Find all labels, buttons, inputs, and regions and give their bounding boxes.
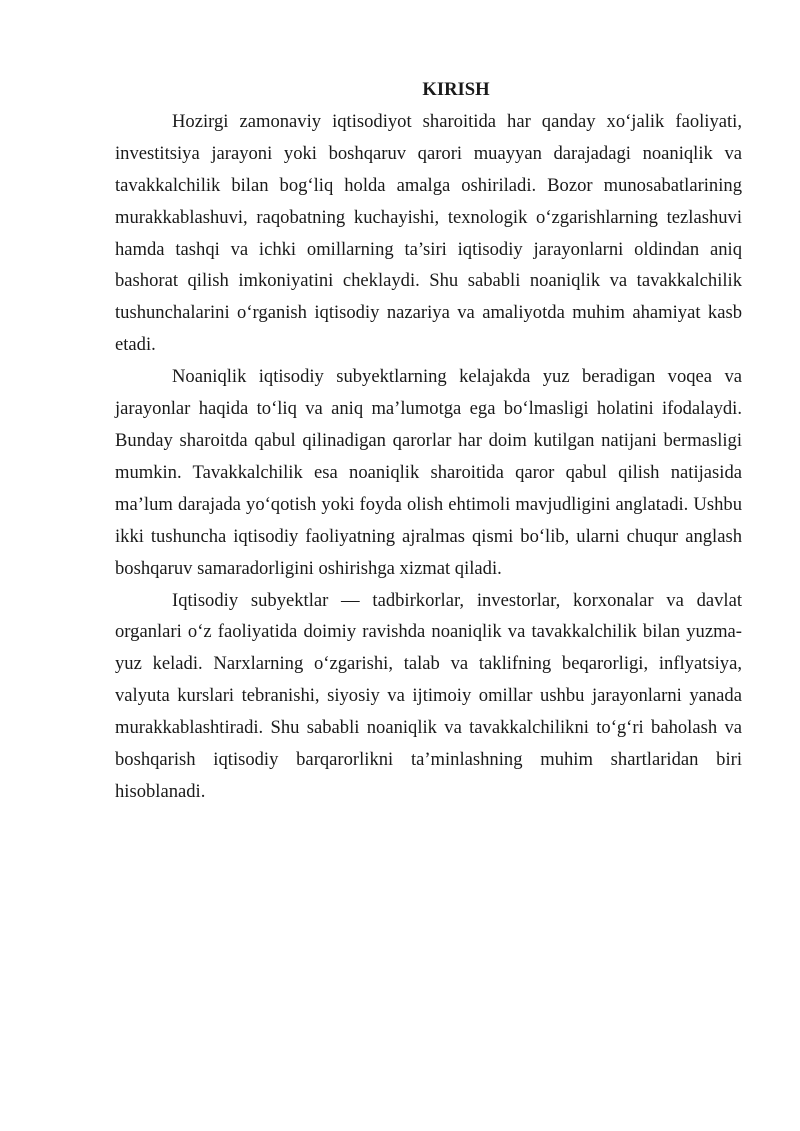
paragraph-3: Iqtisodiy subyektlar — tadbirkorlar, investorlar, korxonalar va davlat organlari o‘z faoliyatida doimiy ravishda noaniqlik va tavakkalchilik bilan yuzma-yuz keladi. Narxlarning o‘zgarishi, talab va taklifning beqarorligi, inflyatsiya, valyuta kurslari tebranishi, siyosiy va ijtimoiy omillar ushbu jarayonlarni yanada murakkablashtiradi. Shu sababli noaniqlik va tavakkalchilikni to‘g‘ri baholash va boshqarish iqtisodiy barqarorlikni ta’minlashning muhim shartlaridan biri hisoblanadi. [115,589,742,802]
document-body [115,74,742,808]
paragraph-1: Hozirgi zamonaviy iqtisodiyot sharoitida har qanday xo‘jalik faoliyati, investitsiya jarayoni yoki boshqaruv qarori muayyan darajadagi noaniqlik va tavakkalchilik bilan bog‘liq holda amalga oshiriladi. Bozor munosabatlarining murakkablashuvi, raqobatning kuchayishi, texnologik o‘zgarishlarning tezlashuvi hamda tashqi va ichki omillarning ta’siri iqtisodiy jarayonlarni oldindan aniq bashorat qilish imkoniyatini cheklaydi. Shu sababli noaniqlik va tavakkalchilik tushunchalarini o‘rganish iqtisodiy nazariya va amaliyotda muhim ahamiyat kasb etadi. [115,110,742,356]
page-title: KIRISH [422,79,490,100]
paragraph-2: Noaniqlik iqtisodiy subyektlarning kelajakda yuz beradigan voqea va jarayonlar haqida to‘liq va aniq ma’lumotga ega bo‘lmasligi holatini ifodalaydi. Bunday sharoitda qabul qilinadigan qarorlar har doim kutilgan natijani bermasligi mumkin. Tavakkalchilik esa noaniqlik sharoitida qaror qabul qilish natijasida ma’lum darajada yo‘qotish yoki foyda olish ehtimoli mavjudligini anglatadi. Ushbu ikki tushuncha iqtisodiy faoliyatning ajralmas qismi bo‘lib, ularni chuqur anglash boshqaruv samaradorligini oshirishga xizmat qiladi. [115,366,742,579]
